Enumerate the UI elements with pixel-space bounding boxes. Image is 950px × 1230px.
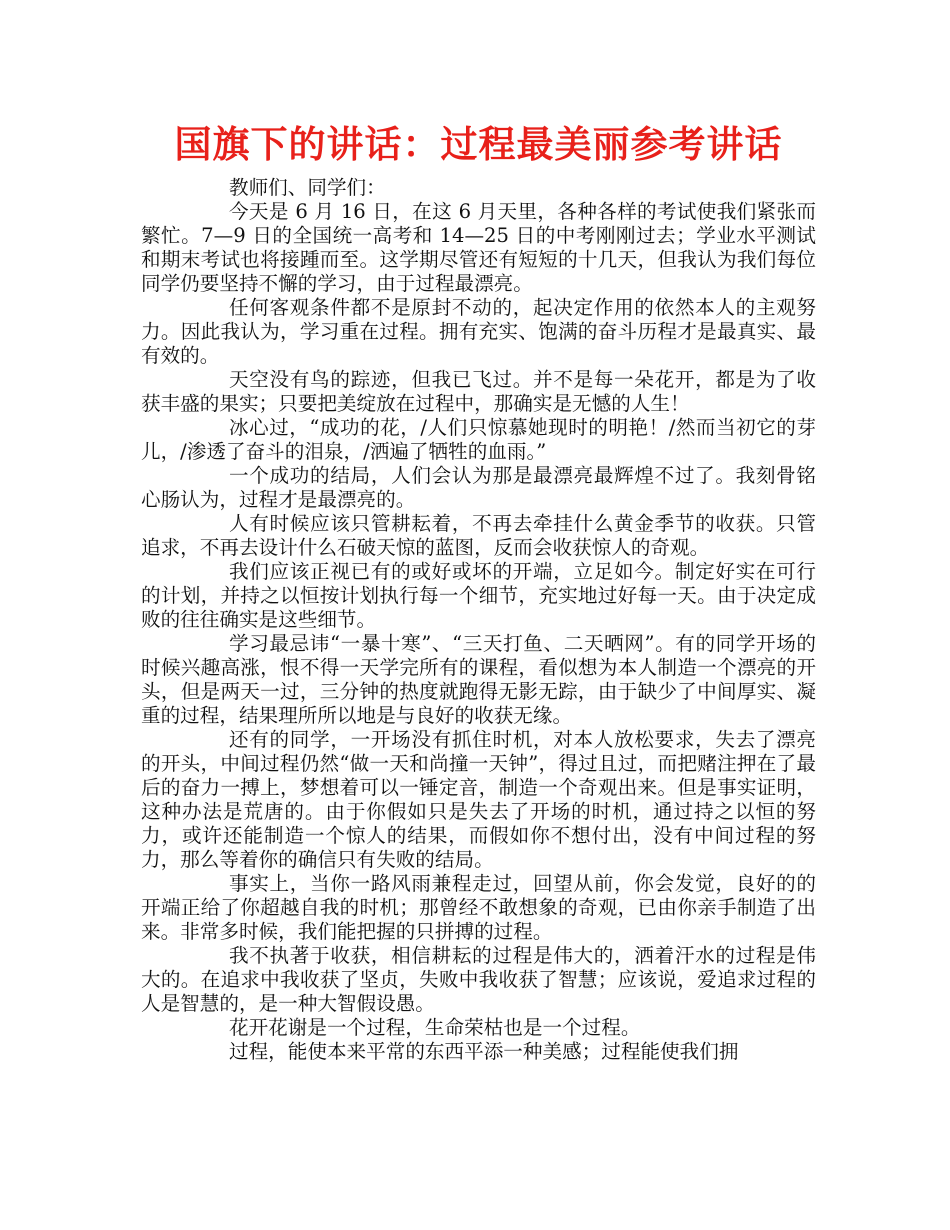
document-title: 国旗下的讲话：过程最美丽参考讲话 xyxy=(174,123,783,166)
paragraph: 一个成功的结局，人们会认为那是最漂亮最辉煌不过了。我刻骨铭心肠认为，过程才是最漂亮的。 xyxy=(141,464,816,511)
paragraph: 今天是 6 月 16 日，在这 6 月天里，各种各样的考试使我们紧张而繁忙。7—9 日的全国统一高考和 14—25 日的中考刚刚过去；学业水平测试和期末考试也将接踵而至。这学期尽管还有短短的十几天，但我认为我们每位同学仍要坚持不懈的学习，由于过程最漂亮。 xyxy=(141,200,816,295)
document-page xyxy=(141,120,816,1064)
paragraph: 我不执著于收获，相信耕耘的过程是伟大的，洒着汗水的过程是伟大的。在追求中我收获了坚贞，失败中我收获了智慧；应该说，爱追求过程的人是智慧的，是一种大智假设愚。 xyxy=(141,944,816,1015)
paragraph: 天空没有鸟的踪迹，但我已飞过。并不是每一朵花开，都是为了收获丰盛的果实；只要把美绽放在过程中，那确实是无憾的人生！ xyxy=(141,368,816,415)
paragraph: 花开花谢是一个过程，生命荣枯也是一个过程。 xyxy=(229,1016,641,1039)
paragraph: 过程，能使本来平常的东西平添一种美感；过程能使我们拥 xyxy=(229,1040,739,1063)
paragraph: 任何客观条件都不是原封不动的，起决定作用的依然本人的主观努力。因此我认为，学习重在过程。拥有充实、饱满的奋斗历程才是最真实、最有效的。 xyxy=(141,296,816,367)
paragraph: 学习最忌讳“一暴十寒”、“三天打鱼、二天晒网”。有的同学开场的时候兴趣高涨，恨不得一天学完所有的课程，看似想为本人制造一个漂亮的开头，但是两天一过，三分钟的热度就跑得无影无踪，由于缺少了中间厚实、凝重的过程，结果理所所以地是与良好的收获无缘。 xyxy=(141,632,816,727)
paragraph: 人有时候应该只管耕耘着，不再去牵挂什么黄金季节的收获。只管追求，不再去设计什么石破天惊的蓝图，反而会收获惊人的奇观。 xyxy=(141,512,816,559)
paragraph: 事实上，当你一路风雨兼程走过，回望从前，你会发觉，良好的的开端正给了你超越自我的时机；那曾经不敢想象的奇观，已由你亲手制造了出来。非常多时候，我们能把握的只拼搏的过程。 xyxy=(141,872,816,943)
document-body xyxy=(141,176,816,1064)
paragraph: 冰心过，“成功的花，/人们只惊慕她现时的明艳！/然而当初它的芽儿，/渗透了奋斗的泪泉，/洒遍了牺牲的血雨。” xyxy=(141,416,816,463)
paragraph: 我们应该正视已有的或好或坏的开端，立足如今。制定好实在可行的计划，并持之以恒按计划执行每一个细节，充实地过好每一天。由于决定成败的往往确实是这些细节。 xyxy=(141,560,816,631)
paragraph: 还有的同学，一开场没有抓住时机，对本人放松要求，失去了漂亮的开头，中间过程仍然“做一天和尚撞一天钟”，得过且过，而把赌注押在了最后的奋力一搏上，梦想着可以一锤定音，制造一个奇观出来。但是事实证明，这种办法是荒唐的。由于你假如只是失去了开场的时机，通过持之以恒的努力，或许还能制造一个惊人的结果，而假如你不想付出，没有中间过程的努力，那么等着你的确信只有失败的结局。 xyxy=(141,728,816,871)
salutation: 教师们、同学们： xyxy=(229,176,386,199)
